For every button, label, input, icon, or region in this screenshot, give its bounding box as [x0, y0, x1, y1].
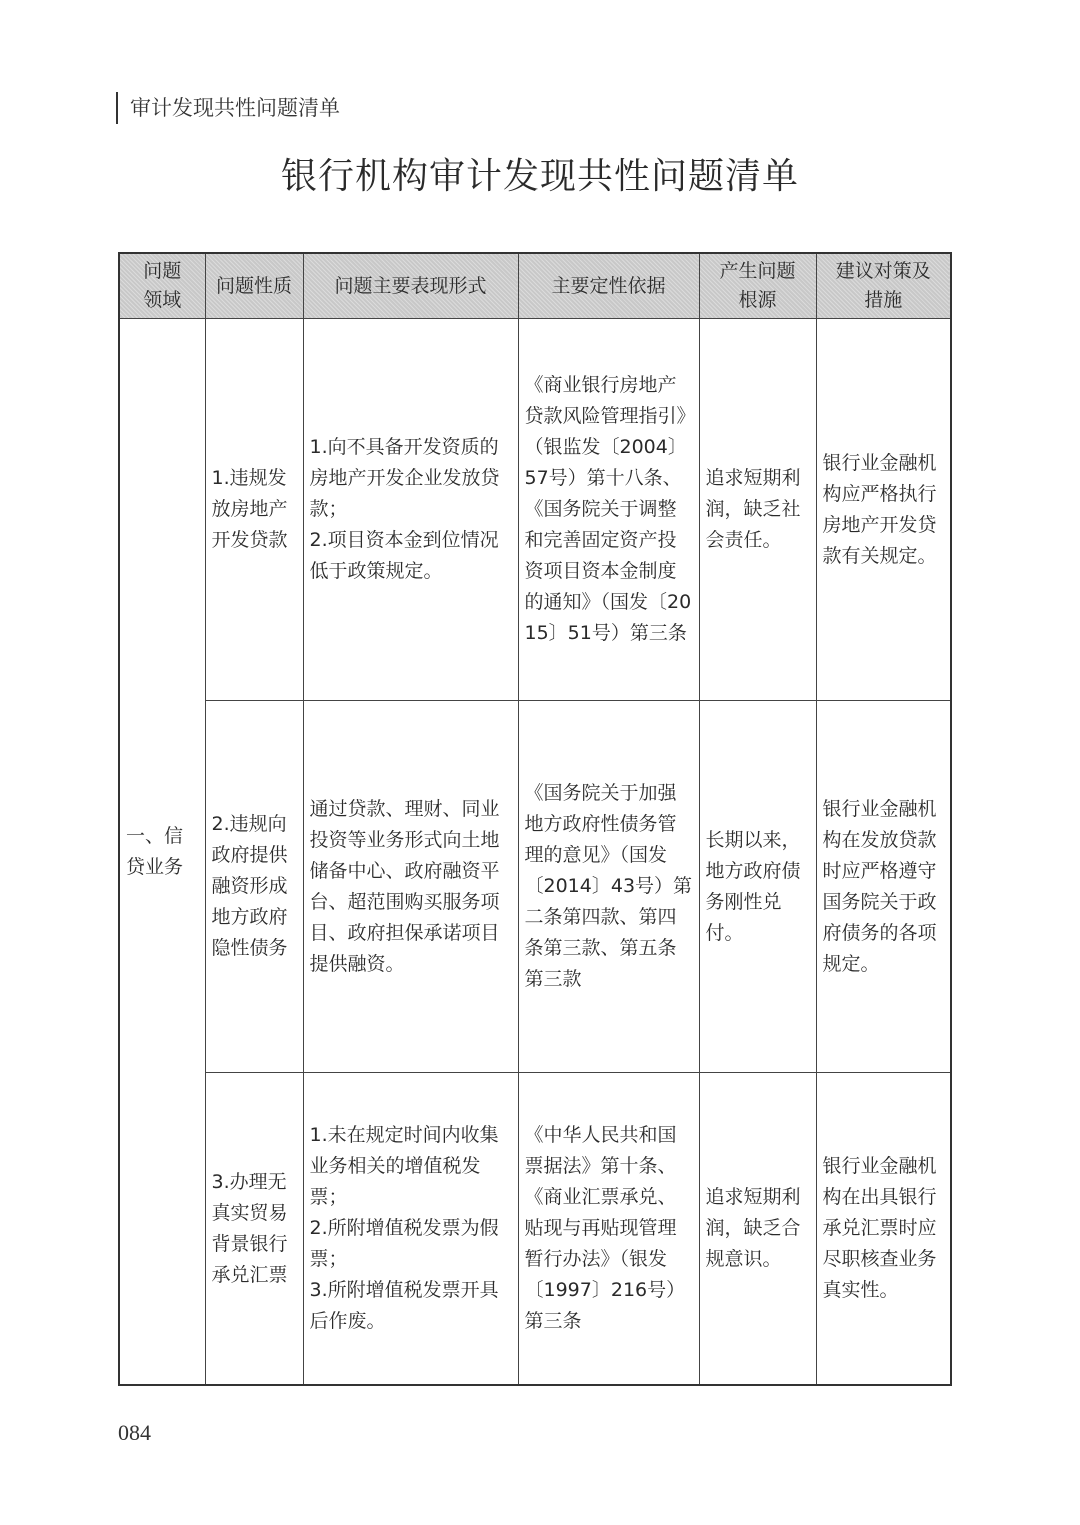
table-row — [119, 319, 951, 701]
page-number: 084 — [118, 1420, 151, 1445]
suggestion-cell: 银行业金融机构在出具银行承兑汇票时应尽职核查业务真实性。 — [816, 1073, 951, 1386]
header-form: 问题主要表现形式 — [303, 253, 518, 319]
header-nature: 问题性质 — [205, 253, 303, 319]
header-basis: 主要定性依据 — [518, 253, 699, 319]
nature-cell: 3.办理无真实贸易背景银行承兑汇票 — [205, 1073, 303, 1386]
domain-cell: 一、信贷业务 — [119, 319, 205, 1386]
cause-cell: 追求短期利润，缺乏社会责任。 — [699, 319, 816, 701]
header-domain: 问题 领域 — [119, 253, 205, 319]
cause-cell: 长期以来，地方政府债务刚性兑付。 — [699, 701, 816, 1073]
form-cell: 1.向不具备开发资质的房地产开发企业发放贷款； 2.项目资本金到位情况低于政策规定。 — [303, 319, 518, 701]
basis-cell: 《中华人民共和国票据法》第十条、《商业汇票承兑、贴现与再贴现管理暂行办法》（银发〔1997〕216号）第三条 — [518, 1073, 699, 1386]
running-header: 审计发现共性问题清单 — [116, 92, 340, 124]
header-row — [119, 253, 951, 319]
nature-cell: 1.违规发放房地产开发贷款 — [205, 319, 303, 701]
cause-cell: 追求短期利润，缺乏合规意识。 — [699, 1073, 816, 1386]
header-suggestion: 建议对策及 措施 — [816, 253, 951, 319]
basis-cell: 《国务院关于加强地方政府性债务管理的意见》（国发〔2014〕43号）第二条第四款、第四条第三款、第五条第三款 — [518, 701, 699, 1073]
table-row — [119, 701, 951, 1073]
header-cause: 产生问题 根源 — [699, 253, 816, 319]
nature-cell: 2.违规向政府提供融资形成地方政府隐性债务 — [205, 701, 303, 1073]
suggestion-cell: 银行业金融机构应严格执行房地产开发贷款有关规定。 — [816, 319, 951, 701]
form-cell: 通过贷款、理财、同业投资等业务形式向土地储备中心、政府融资平台、超范围购买服务项目、政府担保承诺项目提供融资。 — [303, 701, 518, 1073]
form-cell: 1.未在规定时间内收集业务相关的增值税发票； 2.所附增值税发票为假票； 3.所附增值税发票开具后作废。 — [303, 1073, 518, 1386]
suggestion-cell: 银行业金融机构在发放贷款时应严格遵守国务院关于政府债务的各项规定。 — [816, 701, 951, 1073]
table-header — [119, 253, 951, 319]
page-title: 银行机构审计发现共性问题清单 — [280, 156, 799, 197]
basis-cell: 《商业银行房地产贷款风险管理指引》（银监发〔2004〕57号）第十八条、《国务院关于调整和完善固定资产投资项目资本金制度的通知》（国发〔2015〕51号）第三条 — [518, 319, 699, 701]
table-row — [119, 1073, 951, 1386]
issues-table — [118, 252, 952, 1386]
